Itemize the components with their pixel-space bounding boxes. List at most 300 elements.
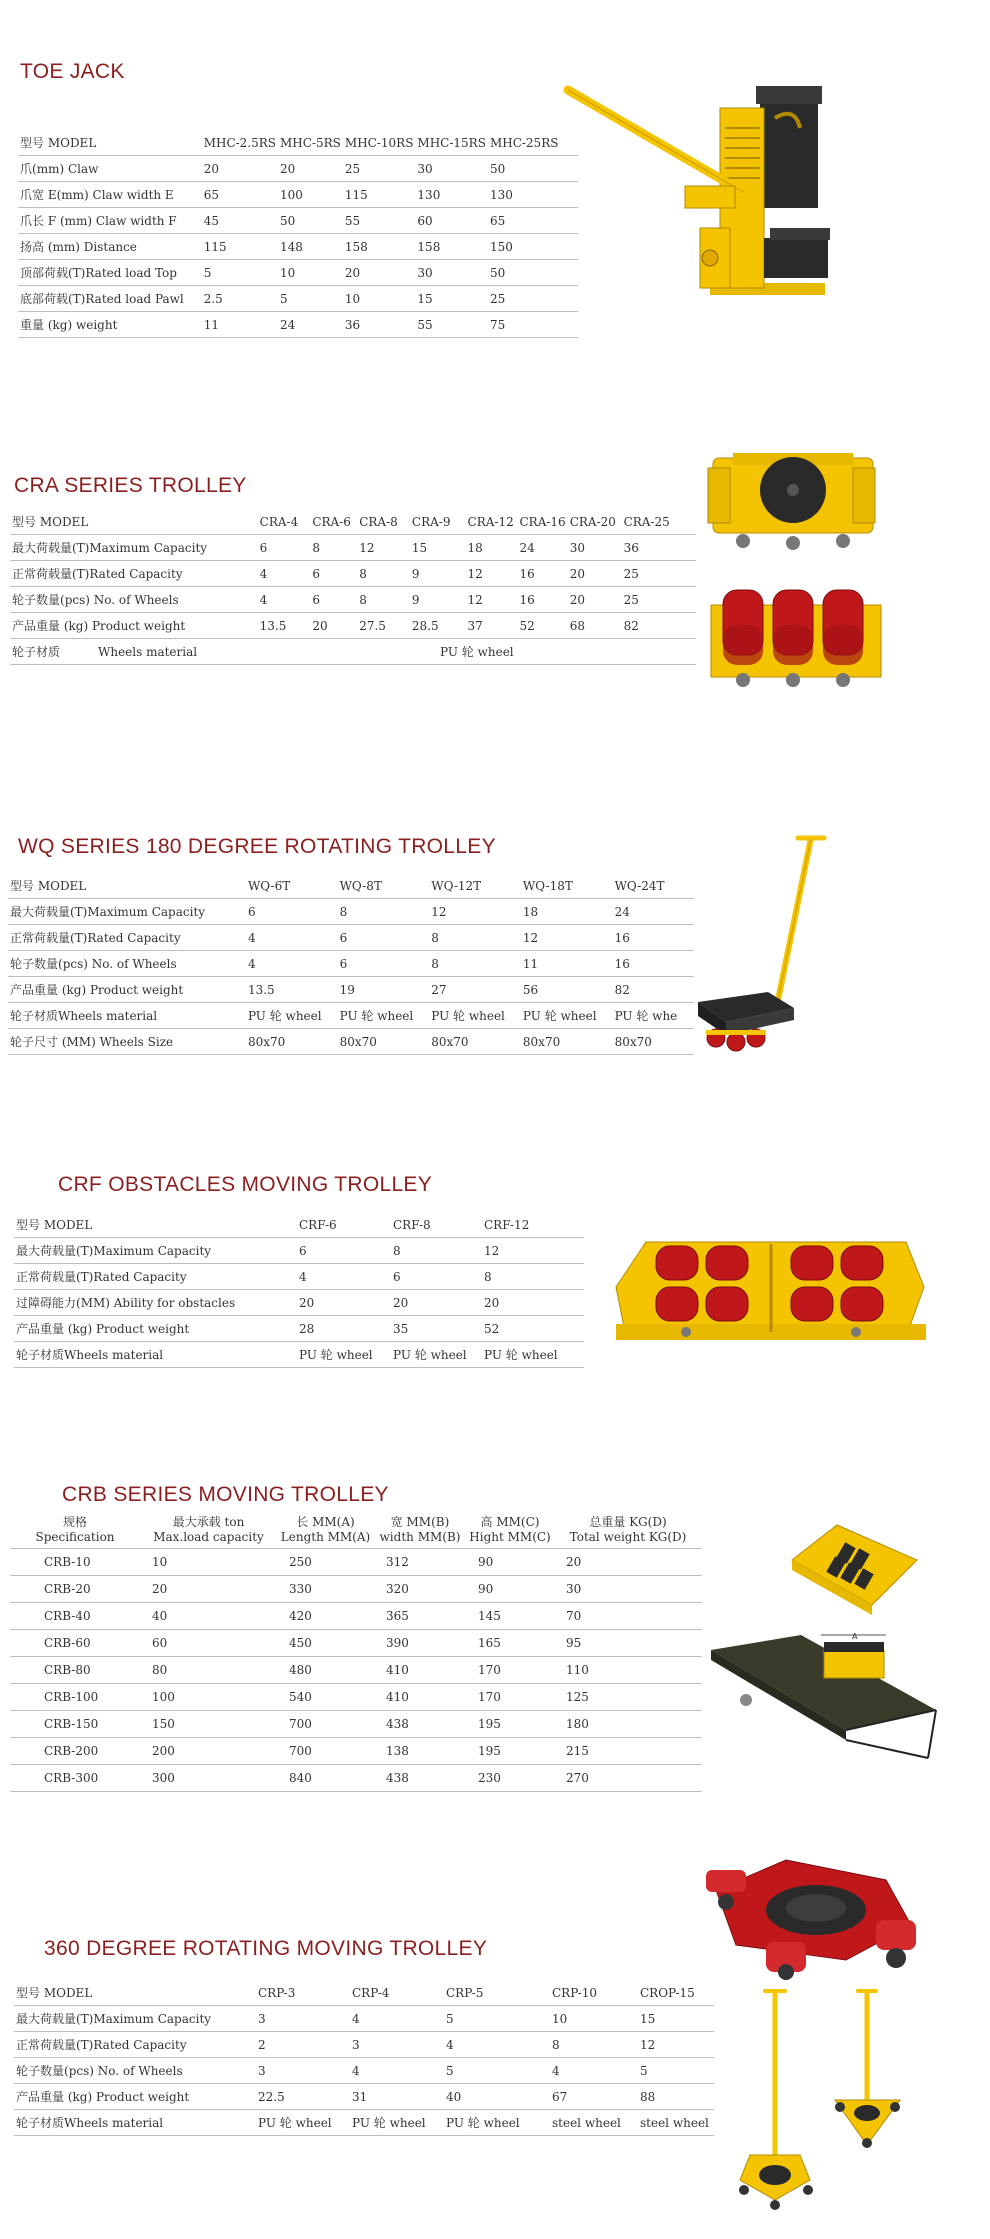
value-cell: 130 — [488, 182, 578, 208]
value-cell: 4 — [232, 925, 324, 951]
value-cell: 8 — [324, 899, 416, 925]
value-cell: 25 — [622, 587, 696, 613]
value-cell: 18 — [507, 899, 599, 925]
value-cell: 4 — [232, 951, 324, 977]
model-column-header: CRP-5 — [444, 1980, 550, 2006]
row-label-cell: 顶部荷载(T)Rated load Top — [18, 260, 202, 286]
value-cell: 20 — [291, 1290, 385, 1316]
value-cell: PU 轮 wheel — [385, 1342, 476, 1368]
value-cell: 30 — [568, 535, 622, 561]
value-cell: 450 — [277, 1630, 374, 1657]
row-label-cell: 产品重量 (kg) Product weight — [14, 2084, 256, 2110]
row-label-cell: 爪长 F (mm) Claw width F — [18, 208, 202, 234]
value-cell: 300 — [140, 1765, 277, 1792]
column-header — [277, 1512, 374, 1549]
model-header-cell: 型号 MODEL — [8, 873, 232, 899]
value-cell: 88 — [638, 2084, 714, 2110]
value-cell: 12 — [507, 925, 599, 951]
model-column-header: CRA-9 — [410, 509, 466, 535]
value-cell: 15 — [415, 286, 488, 312]
value-cell: 2.5 — [202, 286, 278, 312]
model-column-header: WQ-8T — [324, 873, 416, 899]
table-row — [8, 951, 694, 977]
table-row — [10, 639, 696, 665]
value-cell: 4 — [291, 1264, 385, 1290]
value-cell: 8 — [550, 2032, 638, 2058]
value-cell: 12 — [476, 1238, 584, 1264]
value-cell: 8 — [415, 925, 507, 951]
value-cell: 19 — [324, 977, 416, 1003]
value-cell: 60 — [140, 1630, 277, 1657]
value-cell: PU 轮 wheel — [415, 1003, 507, 1029]
value-cell: 28 — [291, 1316, 385, 1342]
value-cell: 52 — [517, 613, 567, 639]
row-label-cell: 产品重量 (kg) Product weight — [8, 977, 232, 1003]
row-label-cell: 轮子材质Wheels material — [14, 1342, 291, 1368]
column-header-en: Max.load capacity — [153, 1530, 264, 1544]
row-label-cell: 最大荷载量(T)Maximum Capacity — [10, 535, 258, 561]
value-cell: 6 — [310, 587, 357, 613]
table-row — [18, 286, 578, 312]
value-cell: 215 — [554, 1738, 702, 1765]
column-header-en: width MM(B) — [379, 1530, 461, 1544]
value-cell: 20 — [385, 1290, 476, 1316]
value-cell: 24 — [599, 899, 694, 925]
value-cell: 12 — [357, 535, 410, 561]
value-cell: 438 — [374, 1711, 466, 1738]
value-cell: 125 — [554, 1684, 702, 1711]
value-cell: 158 — [415, 234, 488, 260]
row-label-cell: 轮子数量(pcs) No. of Wheels — [8, 951, 232, 977]
value-cell: 145 — [466, 1603, 554, 1630]
spec-cell: CRB-200 — [10, 1738, 140, 1765]
value-cell: 5 — [202, 260, 278, 286]
value-cell: 700 — [277, 1711, 374, 1738]
row-label-cell: 产品重量 (kg) Product weight — [14, 1316, 291, 1342]
value-cell: 16 — [599, 925, 694, 951]
table-row — [10, 1630, 702, 1657]
column-header — [466, 1512, 554, 1549]
value-cell: 8 — [357, 561, 410, 587]
crf-title: CRF OBSTACLES MOVING TROLLEY — [58, 1173, 433, 1196]
value-cell: 50 — [488, 156, 578, 182]
spec-cell: CRB-80 — [10, 1657, 140, 1684]
value-cell: 6 — [324, 951, 416, 977]
table-row — [8, 977, 694, 1003]
value-cell: 390 — [374, 1630, 466, 1657]
value-cell: 20 — [568, 587, 622, 613]
value-cell: PU 轮 wheel — [476, 1342, 584, 1368]
value-cell: 10 — [550, 2006, 638, 2032]
table-row — [18, 156, 578, 182]
row-label-cell: 最大荷载量(T)Maximum Capacity — [8, 899, 232, 925]
value-cell: 25 — [488, 286, 578, 312]
row-label-cell: 最大荷载量(T)Maximum Capacity — [14, 1238, 291, 1264]
value-cell: 130 — [415, 182, 488, 208]
model-column-header: CROP-15 — [638, 1980, 714, 2006]
value-cell: 68 — [568, 613, 622, 639]
value-cell: 330 — [277, 1576, 374, 1603]
value-cell: 5 — [444, 2006, 550, 2032]
value-cell: 148 — [278, 234, 343, 260]
value-cell: 12 — [466, 561, 518, 587]
value-cell: 70 — [554, 1603, 702, 1630]
column-header — [10, 1512, 140, 1549]
table-row — [18, 208, 578, 234]
value-cell: 12 — [638, 2032, 714, 2058]
row-label-cell: 正常荷载量(T)Rated Capacity — [14, 2032, 256, 2058]
value-cell: 410 — [374, 1684, 466, 1711]
row-label-cell: 过障碍能力(MM) Ability for obstacles — [14, 1290, 291, 1316]
column-header — [374, 1512, 466, 1549]
value-cell: 150 — [488, 234, 578, 260]
value-cell: 75 — [488, 312, 578, 338]
value-cell: 80x70 — [599, 1029, 694, 1055]
value-cell: 52 — [476, 1316, 584, 1342]
value-cell: 270 — [554, 1765, 702, 1792]
row-label-cell: 底部荷载(T)Rated load Pawl — [18, 286, 202, 312]
table-row — [18, 234, 578, 260]
spec-cell: CRB-60 — [10, 1630, 140, 1657]
column-header-cn: 长 MM(A) — [296, 1515, 355, 1529]
value-cell: 80x70 — [232, 1029, 324, 1055]
value-cell: 150 — [140, 1711, 277, 1738]
table-row — [14, 1238, 584, 1264]
table-row — [14, 1316, 584, 1342]
row-label-cell: 轮子数量(pcs) No. of Wheels — [14, 2058, 256, 2084]
material-label-en: Wheels material — [98, 645, 198, 659]
value-cell: 27.5 — [357, 613, 410, 639]
spec-cell: CRB-150 — [10, 1711, 140, 1738]
table-header-row — [8, 873, 694, 899]
value-cell: 20 — [554, 1549, 702, 1576]
row-label-cell: 最大荷载量(T)Maximum Capacity — [14, 2006, 256, 2032]
value-cell: 115 — [343, 182, 416, 208]
row-label-cell — [10, 639, 258, 665]
value-cell: 420 — [277, 1603, 374, 1630]
value-cell: 170 — [466, 1684, 554, 1711]
table-header-row — [14, 1212, 584, 1238]
model-column-header: CRF-8 — [385, 1212, 476, 1238]
value-cell: 165 — [466, 1630, 554, 1657]
wq-title: WQ SERIES 180 DEGREE ROTATING TROLLEY — [18, 835, 496, 858]
value-cell: PU 轮 whe — [599, 1003, 694, 1029]
value-cell: 15 — [410, 535, 466, 561]
row-label-cell: 轮子尺寸 (MM) Wheels Size — [8, 1029, 232, 1055]
value-cell: PU 轮 wheel — [232, 1003, 324, 1029]
value-cell: 16 — [517, 561, 567, 587]
value-cell: 20 — [310, 613, 357, 639]
table-row — [14, 2110, 714, 2136]
value-cell: 22.5 — [256, 2084, 350, 2110]
value-cell: 6 — [324, 925, 416, 951]
table-row — [10, 1711, 702, 1738]
column-header-en: Specification — [35, 1530, 115, 1544]
table-row — [14, 2032, 714, 2058]
crb-title: CRB SERIES MOVING TROLLEY — [62, 1483, 389, 1506]
table-row — [8, 925, 694, 951]
model-column-header: CRA-25 — [622, 509, 696, 535]
crb-spec-table — [10, 1512, 702, 1792]
value-cell: 55 — [415, 312, 488, 338]
value-cell: 10 — [278, 260, 343, 286]
value-cell: 16 — [599, 951, 694, 977]
column-header-en: Total weight KG(D) — [569, 1530, 687, 1544]
value-cell: 67 — [550, 2084, 638, 2110]
value-cell: 80x70 — [415, 1029, 507, 1055]
value-cell: 2 — [256, 2032, 350, 2058]
value-cell: 45 — [202, 208, 278, 234]
toe-jack-title: TOE JACK — [20, 60, 125, 83]
table-row — [10, 1738, 702, 1765]
cra-wheels-image — [703, 585, 893, 695]
value-cell: 90 — [466, 1549, 554, 1576]
value-cell: 320 — [374, 1576, 466, 1603]
value-cell: 840 — [277, 1765, 374, 1792]
value-cell: 37 — [466, 613, 518, 639]
model-header-cell: 型号 MODEL — [14, 1980, 256, 2006]
table-header-row — [10, 509, 696, 535]
table-header-row — [18, 130, 578, 156]
value-cell: 200 — [140, 1738, 277, 1765]
value-cell: 195 — [466, 1711, 554, 1738]
table-row — [10, 535, 696, 561]
column-header-cn: 最大承载 ton — [172, 1515, 245, 1529]
row-label-cell: 重量 (kg) weight — [18, 312, 202, 338]
value-cell: steel wheel — [550, 2110, 638, 2136]
model-column-header: MHC-5RS — [278, 130, 343, 156]
model-column-header: WQ-6T — [232, 873, 324, 899]
crp-yellow-trolleys-image — [730, 1985, 915, 2210]
model-header-cell: 型号 MODEL — [14, 1212, 291, 1238]
value-cell: PU 轮 wheel — [444, 2110, 550, 2136]
cra-spec-table — [10, 509, 696, 665]
spec-cell: CRB-300 — [10, 1765, 140, 1792]
table-row — [18, 260, 578, 286]
value-cell: 8 — [357, 587, 410, 613]
value-cell: 438 — [374, 1765, 466, 1792]
table-row — [10, 1603, 702, 1630]
value-cell: 3 — [256, 2006, 350, 2032]
value-cell: 30 — [415, 156, 488, 182]
table-row — [8, 899, 694, 925]
value-cell: 80x70 — [507, 1029, 599, 1055]
table-header-row — [10, 1512, 702, 1549]
cra-top-view-image — [703, 448, 888, 558]
value-cell: 4 — [350, 2006, 444, 2032]
column-header-en: Length MM(A) — [280, 1530, 371, 1544]
value-cell: 27 — [415, 977, 507, 1003]
value-cell: 40 — [140, 1603, 277, 1630]
value-cell: 138 — [374, 1738, 466, 1765]
value-cell: 115 — [202, 234, 278, 260]
value-cell: 20 — [343, 260, 416, 286]
model-column-header: MHC-25RS — [488, 130, 578, 156]
value-cell: 95 — [554, 1630, 702, 1657]
value-cell: 50 — [488, 260, 578, 286]
value-cell: 60 — [415, 208, 488, 234]
value-cell: 250 — [277, 1549, 374, 1576]
row-label-cell: 轮子材质Wheels material — [14, 2110, 256, 2136]
value-cell: 90 — [466, 1576, 554, 1603]
table-row — [14, 1342, 584, 1368]
model-column-header: CRP-10 — [550, 1980, 638, 2006]
value-cell: 36 — [622, 535, 696, 561]
value-cell: 13.5 — [232, 977, 324, 1003]
value-cell: 82 — [599, 977, 694, 1003]
value-cell: 110 — [554, 1657, 702, 1684]
row-label-cell: 轮子材质Wheels material — [8, 1003, 232, 1029]
value-cell: 3 — [350, 2032, 444, 2058]
value-cell: 31 — [350, 2084, 444, 2110]
material-value-cell: PU 轮 wheel — [258, 639, 696, 665]
value-cell: 11 — [507, 951, 599, 977]
value-cell: 170 — [466, 1657, 554, 1684]
value-cell: 30 — [554, 1576, 702, 1603]
value-cell: 12 — [415, 899, 507, 925]
model-column-header: CRA-4 — [258, 509, 311, 535]
crb-diagram-image — [706, 1630, 941, 1770]
value-cell: 158 — [343, 234, 416, 260]
table-row — [14, 2006, 714, 2032]
value-cell: 410 — [374, 1657, 466, 1684]
value-cell: 4 — [350, 2058, 444, 2084]
column-header-cn: 总重量 KG(D) — [589, 1515, 667, 1529]
value-cell: 24 — [517, 535, 567, 561]
value-cell: 365 — [374, 1603, 466, 1630]
material-label-cn: 轮子材质 — [12, 645, 61, 659]
value-cell: 6 — [310, 561, 357, 587]
value-cell: 35 — [385, 1316, 476, 1342]
value-cell: 82 — [622, 613, 696, 639]
value-cell: PU 轮 wheel — [350, 2110, 444, 2136]
value-cell: 5 — [638, 2058, 714, 2084]
value-cell: 180 — [554, 1711, 702, 1738]
crb-top-image — [782, 1520, 927, 1620]
value-cell: steel wheel — [638, 2110, 714, 2136]
value-cell: 6 — [258, 535, 311, 561]
table-row — [10, 587, 696, 613]
table-row — [10, 1657, 702, 1684]
value-cell: 80 — [140, 1657, 277, 1684]
value-cell: 480 — [277, 1657, 374, 1684]
row-label-cell: 爪宽 E(mm) Claw width E — [18, 182, 202, 208]
value-cell: 100 — [278, 182, 343, 208]
model-column-header: CRA-12 — [466, 509, 518, 535]
spec-cell: CRB-10 — [10, 1549, 140, 1576]
value-cell: 3 — [256, 2058, 350, 2084]
value-cell: 40 — [444, 2084, 550, 2110]
model-column-header: WQ-12T — [415, 873, 507, 899]
wq-trolley-image — [698, 830, 848, 1060]
model-column-header: CRP-3 — [256, 1980, 350, 2006]
model-column-header: CRF-6 — [291, 1212, 385, 1238]
value-cell: 100 — [140, 1684, 277, 1711]
model-header-cell: 型号 MODEL — [18, 130, 202, 156]
model-header-cell: 型号 MODEL — [10, 509, 258, 535]
crb-diagram-label: A — [852, 1632, 858, 1641]
wq-spec-table — [8, 873, 694, 1055]
row-label-cell: 正常荷载量(T)Rated Capacity — [10, 561, 258, 587]
value-cell: 56 — [507, 977, 599, 1003]
value-cell: PU 轮 wheel — [256, 2110, 350, 2136]
table-row — [8, 1003, 694, 1029]
value-cell: 230 — [466, 1765, 554, 1792]
value-cell: 8 — [310, 535, 357, 561]
value-cell: 13.5 — [258, 613, 311, 639]
value-cell: 6 — [385, 1264, 476, 1290]
value-cell: 6 — [232, 899, 324, 925]
value-cell: 15 — [638, 2006, 714, 2032]
value-cell: 195 — [466, 1738, 554, 1765]
model-column-header: CRA-16 — [517, 509, 567, 535]
model-column-header: MHC-10RS — [343, 130, 416, 156]
model-column-header: MHC-2.5RS — [202, 130, 278, 156]
value-cell: 80x70 — [324, 1029, 416, 1055]
table-row — [8, 1029, 694, 1055]
column-header-cn: 规格 — [62, 1515, 87, 1529]
value-cell: PU 轮 wheel — [507, 1003, 599, 1029]
value-cell: 8 — [415, 951, 507, 977]
model-column-header: CRP-4 — [350, 1980, 444, 2006]
value-cell: 540 — [277, 1684, 374, 1711]
value-cell: 65 — [488, 208, 578, 234]
crp-title: 360 DEGREE ROTATING MOVING TROLLEY — [44, 1937, 488, 1960]
value-cell: 25 — [343, 156, 416, 182]
table-row — [14, 1264, 584, 1290]
row-label-cell: 爪(mm) Claw — [18, 156, 202, 182]
value-cell: PU 轮 wheel — [291, 1342, 385, 1368]
row-label-cell: 产品重量 (kg) Product weight — [10, 613, 258, 639]
model-column-header: CRA-20 — [568, 509, 622, 535]
toe-jack-image — [560, 78, 915, 313]
spec-cell: CRB-20 — [10, 1576, 140, 1603]
column-header — [140, 1512, 277, 1549]
toe-jack-spec-table — [18, 130, 578, 338]
column-header — [554, 1512, 702, 1549]
value-cell: 10 — [140, 1549, 277, 1576]
row-label-cell: 轮子数量(pcs) No. of Wheels — [10, 587, 258, 613]
value-cell: 4 — [550, 2058, 638, 2084]
value-cell: 65 — [202, 182, 278, 208]
value-cell: 30 — [415, 260, 488, 286]
row-label-cell: 扬高 (mm) Distance — [18, 234, 202, 260]
value-cell: 4 — [444, 2032, 550, 2058]
value-cell: 20 — [140, 1576, 277, 1603]
value-cell: 28.5 — [410, 613, 466, 639]
spec-cell: CRB-40 — [10, 1603, 140, 1630]
row-label-cell: 正常荷载量(T)Rated Capacity — [14, 1264, 291, 1290]
value-cell: 8 — [385, 1238, 476, 1264]
row-label-cell: 正常荷载量(T)Rated Capacity — [8, 925, 232, 951]
table-row — [10, 1684, 702, 1711]
crp-red-trolley-image — [696, 1850, 921, 1980]
value-cell: 700 — [277, 1738, 374, 1765]
crf-spec-table — [14, 1212, 584, 1368]
value-cell: 55 — [343, 208, 416, 234]
value-cell: 20 — [202, 156, 278, 182]
value-cell: 16 — [517, 587, 567, 613]
value-cell: 25 — [622, 561, 696, 587]
value-cell: 9 — [410, 587, 466, 613]
table-row — [18, 312, 578, 338]
column-header-cn: 宽 MM(B) — [390, 1515, 450, 1529]
model-column-header: WQ-18T — [507, 873, 599, 899]
table-row — [10, 1765, 702, 1792]
value-cell: 11 — [202, 312, 278, 338]
crf-trolley-image — [606, 1232, 932, 1352]
spec-cell: CRB-100 — [10, 1684, 140, 1711]
